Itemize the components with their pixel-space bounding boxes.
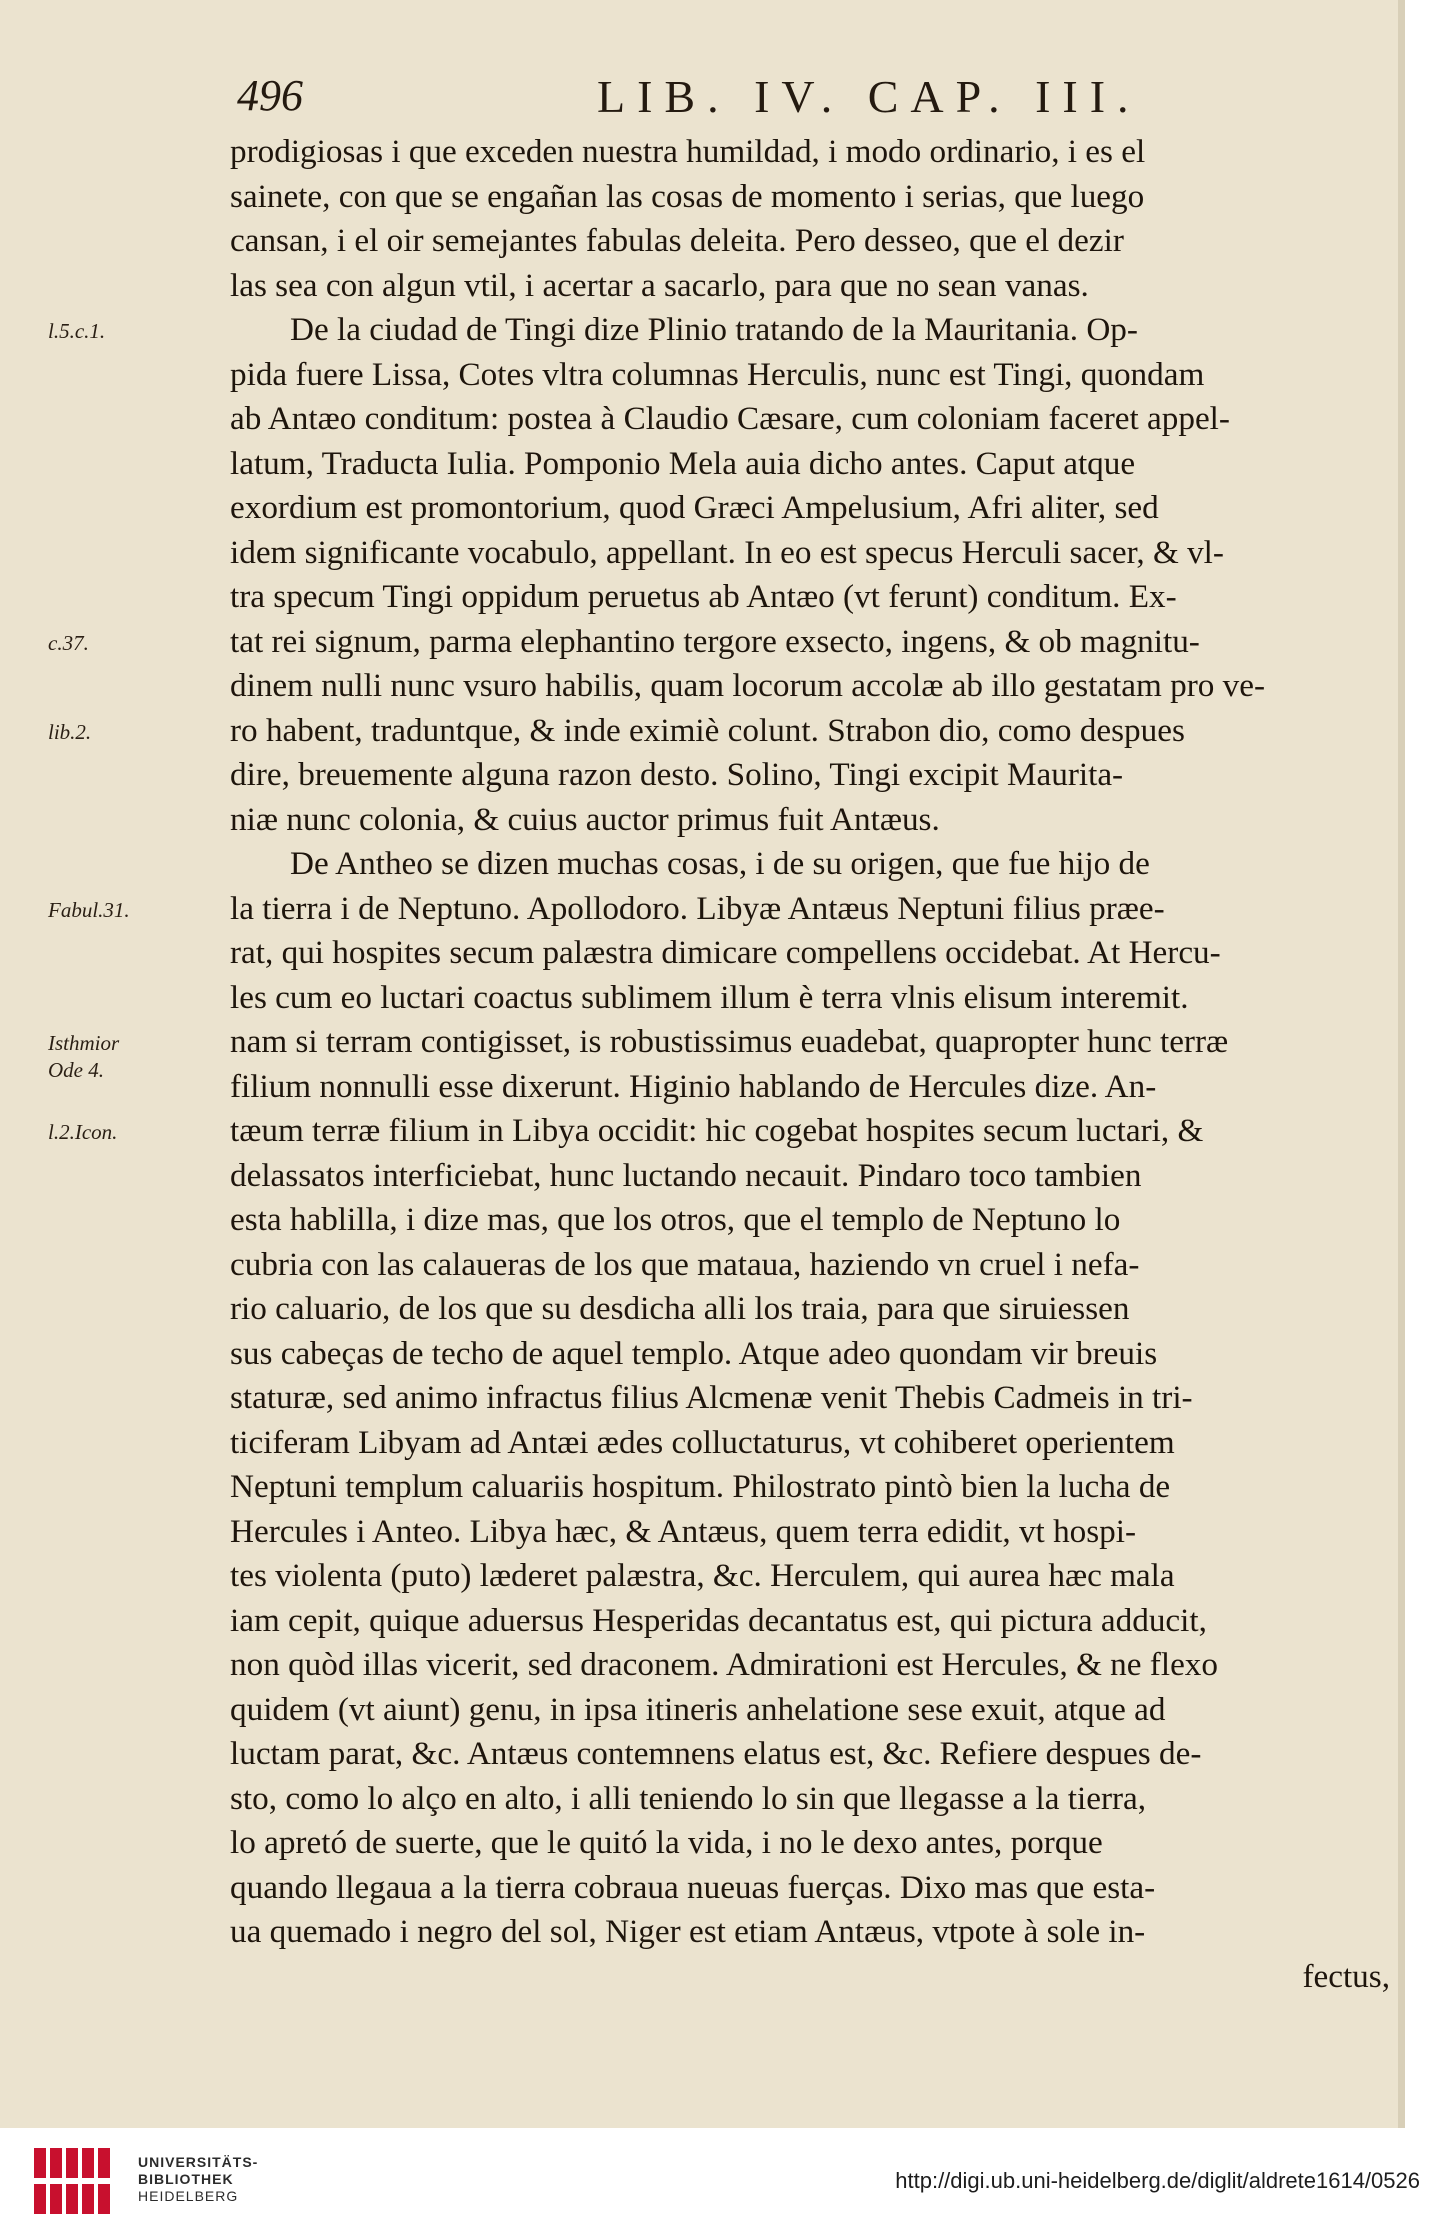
- text-line: sto, como lo alço en alto, i alli teniendo lo sin que llegasse a la tierra,: [230, 1779, 1147, 1817]
- library-name-line-2: BIBLIOTHEK: [138, 2171, 234, 2187]
- margin-note: c.37.: [48, 630, 89, 655]
- text-line: tra specum Tingi oppidum peruetus ab Antæo (vt ferunt) conditum. Ex-: [230, 578, 1177, 615]
- text-line: niæ nunc colonia, & cuius auctor primus fuit Antæus.: [230, 800, 940, 838]
- text-line: rio caluario, de los que su desdicha alli los traia, para que siruiessen: [230, 1290, 1130, 1327]
- text-line: ab Antæo conditum: postea à Claudio Cæsare, cum coloniam faceret appel-: [230, 400, 1230, 437]
- text-line: latum, Traducta Iulia. Pomponio Mela auia dicho antes. Caput atque: [230, 444, 1136, 482]
- text-line: ua quemado i negro del sol, Niger est etiam Antæus, vtpote à sole in-: [230, 1913, 1146, 1950]
- text-line: non quòd illas vicerit, sed draconem. Admirationi est Hercules, & ne flexo: [230, 1646, 1218, 1683]
- text-line: nam si terram contigisset, is robustissimus euadebat, quapropter hunc terræ: [230, 1023, 1229, 1060]
- text-line: prodigiosas i que exceden nuestra humildad, i modo ordinario, i es el: [230, 133, 1146, 170]
- text-line: les cum eo luctari coactus sublimem illum è terra vlnis elisum interemit.: [230, 978, 1189, 1016]
- text-line: quidem (vt aiunt) genu, in ipsa itineris anhelatione sese exuit, atque ad: [230, 1690, 1166, 1728]
- text-line: filium nonnulli esse dixerunt. Higinio hablando de Hercules dize. An-: [230, 1067, 1157, 1105]
- text-line: ticiferam Libyam ad Antæi ædes colluctaturus, vt cohiberet operientem: [230, 1423, 1175, 1461]
- text-line: tes violenta (puto) læderet palæstra, &c. Herculem, qui aurea hæc mala: [230, 1557, 1175, 1594]
- text-line: sus cabeças de techo de aquel templo. Atque adeo quondam vir breuis: [230, 1334, 1158, 1372]
- text-line: sainete, con que se engañan las cosas de momento i serias, que luego: [230, 177, 1145, 215]
- margin-note: l.5.c.1.: [48, 319, 106, 343]
- running-head: LIB. IV. CAP. III.: [597, 71, 1141, 122]
- text-line: dire, breuemente alguna razon desto. Solino, Tingi excipit Maurita-: [230, 756, 1124, 793]
- text-line: tæum terræ filium in Libya occidit: hic cogebat hospites secum luctari, &: [230, 1112, 1204, 1149]
- body-text: [230, 130, 1390, 1999]
- text-line: esta hablilla, i dize mas, que los otros, que el templo de Neptuno lo: [230, 1201, 1121, 1238]
- text-line: ro habent, traduntque, & inde eximiè colunt. Strabon dio, como despues: [230, 711, 1185, 749]
- page-number: 496: [237, 71, 303, 120]
- text-line: fectus,: [1302, 1957, 1390, 1995]
- text-line: Hercules i Anteo. Libya hæc, & Antæus, quem terra edidit, vt hospi-: [230, 1512, 1137, 1550]
- page-edge: [1398, 0, 1405, 2128]
- margin-note: l.2.Icon.: [48, 1120, 118, 1144]
- source-url-link[interactable]: http://digi.ub.uni-heidelberg.de/diglit/aldrete1614/0526: [895, 2168, 1420, 2193]
- text-line: quando llegaua a la tierra cobraua nueuas fuerças. Dixo mas que esta-: [230, 1868, 1156, 1906]
- text-line: luctam parat, &c. Antæus contemnens elatus est, &c. Refiere despues de-: [230, 1735, 1202, 1772]
- library-name-line-1: UNIVERSITÄTS-: [138, 2154, 259, 2170]
- page-header: [237, 70, 1387, 130]
- text-line: cansan, i el oir semejantes fabulas deleita. Pero desseo, que el dezir: [230, 222, 1124, 259]
- text-line: rat, qui hospites secum palæstra dimicare compellens occidebat. At Hercu-: [230, 934, 1221, 971]
- text-line: Neptuni templum caluariis hospitum. Philostrato pintò bien la lucha de: [230, 1468, 1171, 1505]
- text-line: dinem nulli nunc vsuro habilis, quam locorum accolæ ab illo gestatam pro ve-: [230, 667, 1266, 704]
- text-line: idem significante vocabulo, appellant. In eo est specus Herculi sacer, & vl-: [230, 533, 1224, 571]
- viewer-footer: [0, 2128, 1438, 2235]
- margin-note: Ode 4.: [48, 1057, 104, 1082]
- text-line: tat rei signum, parma elephantino tergore exsecto, ingens, & ob magnitu-: [230, 622, 1200, 660]
- university-library-logo: [28, 2142, 120, 2220]
- text-line: De la ciudad de Tingi dize Plinio tratando de la Mauritania. Op-: [290, 311, 1138, 348]
- text-line: iam cepit, quique aduersus Hesperidas decantatus est, qui pictura adducit,: [230, 1601, 1207, 1639]
- margin-note: lib.2.: [48, 719, 92, 744]
- text-line: la tierra i de Neptuno. Apollodoro. Libyæ Antæus Neptuni filius præe-: [230, 889, 1165, 927]
- text-line: pida fuere Lissa, Cotes vltra columnas Herculis, nunc est Tingi, quondam: [230, 355, 1205, 393]
- text-line: las sea con algun vtil, i acertar a sacarlo, para que no sean vanas.: [230, 266, 1089, 304]
- margin-note: Fabul.31.: [48, 897, 130, 922]
- text-line: delassatos interficiebat, hunc luctando necauit. Pindaro toco tambien: [230, 1156, 1142, 1194]
- text-line: De Antheo se dizen muchas cosas, i de su origen, que fue hijo de: [290, 845, 1150, 882]
- text-line: cubria con las calaueras de los que mataua, haziendo vn cruel i nefa-: [230, 1245, 1140, 1283]
- library-name: [138, 2154, 258, 2205]
- text-line: lo apretó de suerte, que le quitó la vida, i no le dexo antes, porque: [230, 1824, 1103, 1861]
- library-name-line-3: HEIDELBERG: [138, 2188, 239, 2204]
- text-line: exordium est promontorium, quod Græci Ampelusium, Afri aliter, sed: [230, 489, 1159, 526]
- text-line: staturæ, sed animo infractus filius Alcmenæ venit Thebis Cadmeis in tri-: [230, 1379, 1193, 1416]
- margin-note: Isthmior: [48, 1031, 120, 1055]
